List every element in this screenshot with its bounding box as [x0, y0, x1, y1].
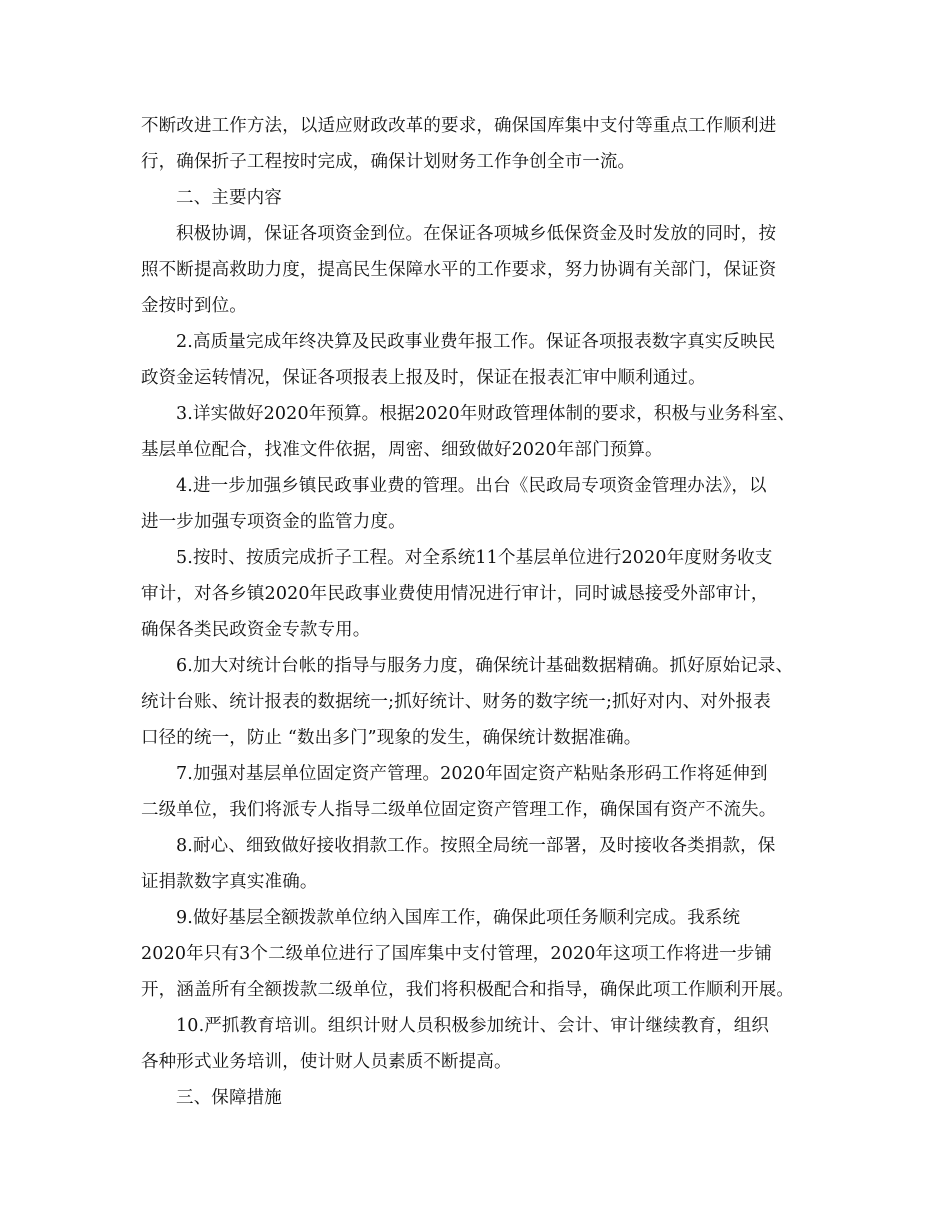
paragraph-line: 进一步加强专项资金的监管力度。 — [141, 512, 406, 532]
paragraph-line: 5.按时、按质完成折子工程。对全系统11个基层单位进行2020年度财务收支 — [176, 548, 773, 568]
paragraph-line: 8.耐心、细致做好接收捐款工作。按照全局统一部署，及时接收各类捐款，保 — [176, 836, 776, 856]
paragraph-line: 7.加强对基层单位固定资产管理。2020年固定资产粘贴条形码工作将延伸到 — [176, 764, 768, 784]
paragraph-line: 金按时到位。 — [141, 296, 247, 316]
paragraph-line: 3.详实做好2020年预算。根据2020年财政管理体制的要求，积极与业务科室、 — [176, 404, 796, 424]
paragraph-line: 行，确保折子工程按时完成，确保计划财务工作争创全市一流。 — [141, 152, 636, 172]
paragraph-line: 审计，对各乡镇2020年民政事业费使用情况进行审计，同时诚恳接受外部审计， — [141, 584, 769, 604]
paragraph-line: 积极协调，保证各项资金到位。在保证各项城乡低保资金及时发放的同时，按 — [176, 224, 777, 244]
paragraph-line: 开，涵盖所有全额拨款二级单位，我们将积极配合和指导，确保此项工作顺利开展。 — [141, 980, 795, 1000]
paragraph-line: 9.做好基层全额拨款单位纳入国库工作，确保此项任务顺利完成。我系统 — [176, 908, 741, 928]
paragraph-line: 确保各类民政资金专款专用。 — [141, 620, 371, 640]
paragraph-line: 证捐款数字真实准确。 — [141, 872, 318, 892]
paragraph-line: 二级单位，我们将派专人指导二级单位固定资产管理工作，确保国有资产不流失。 — [141, 800, 777, 820]
paragraph-line: 口径的统一，防止 “数出多门”现象的发生，确保统计数据准确。 — [141, 728, 642, 748]
paragraph-line: 2020年只有3个二级单位进行了国库集中支付管理，2020年这项工作将进一步铺 — [141, 944, 773, 964]
paragraph-line: 不断改进工作方法，以适应财政改革的要求，确保国库集中支付等重点工作顺利进 — [141, 116, 777, 136]
paragraph-line: 政资金运转情况，保证各项报表上报及时，保证在报表汇审中顺利通过。 — [141, 368, 706, 388]
paragraph-line: 10.严抓教育培训。组织计财人员积极参加统计、会计、审计继续教育，组织 — [176, 1016, 770, 1036]
paragraph-line: 各种形式业务培训，使计财人员素质不断提高。 — [141, 1052, 512, 1072]
paragraph-line: 照不断提高救助力度，提高民生保障水平的工作要求，努力协调有关部门，保证资 — [141, 260, 777, 280]
paragraph-line: 统计台账、统计报表的数据统一;抓好统计、财务的数字统一;抓好对内、对外报表 — [141, 692, 771, 712]
section-heading: 三、保障措施 — [176, 1088, 282, 1108]
paragraph-line: 基层单位配合，找准文件依据，周密、细致做好2020年部门预算。 — [141, 440, 663, 460]
paragraph-line: 4.进一步加强乡镇民政事业费的管理。出台《民政局专项资金管理办法》，以 — [176, 476, 767, 496]
section-heading: 二、主要内容 — [176, 188, 282, 208]
paragraph-line: 2.高质量完成年终决算及民政事业费年报工作。保证各项报表数字真实反映民 — [176, 332, 776, 352]
paragraph-line: 6.加大对统计台帐的指导与服务力度，确保统计基础数据精确。抓好原始记录、 — [176, 656, 794, 676]
